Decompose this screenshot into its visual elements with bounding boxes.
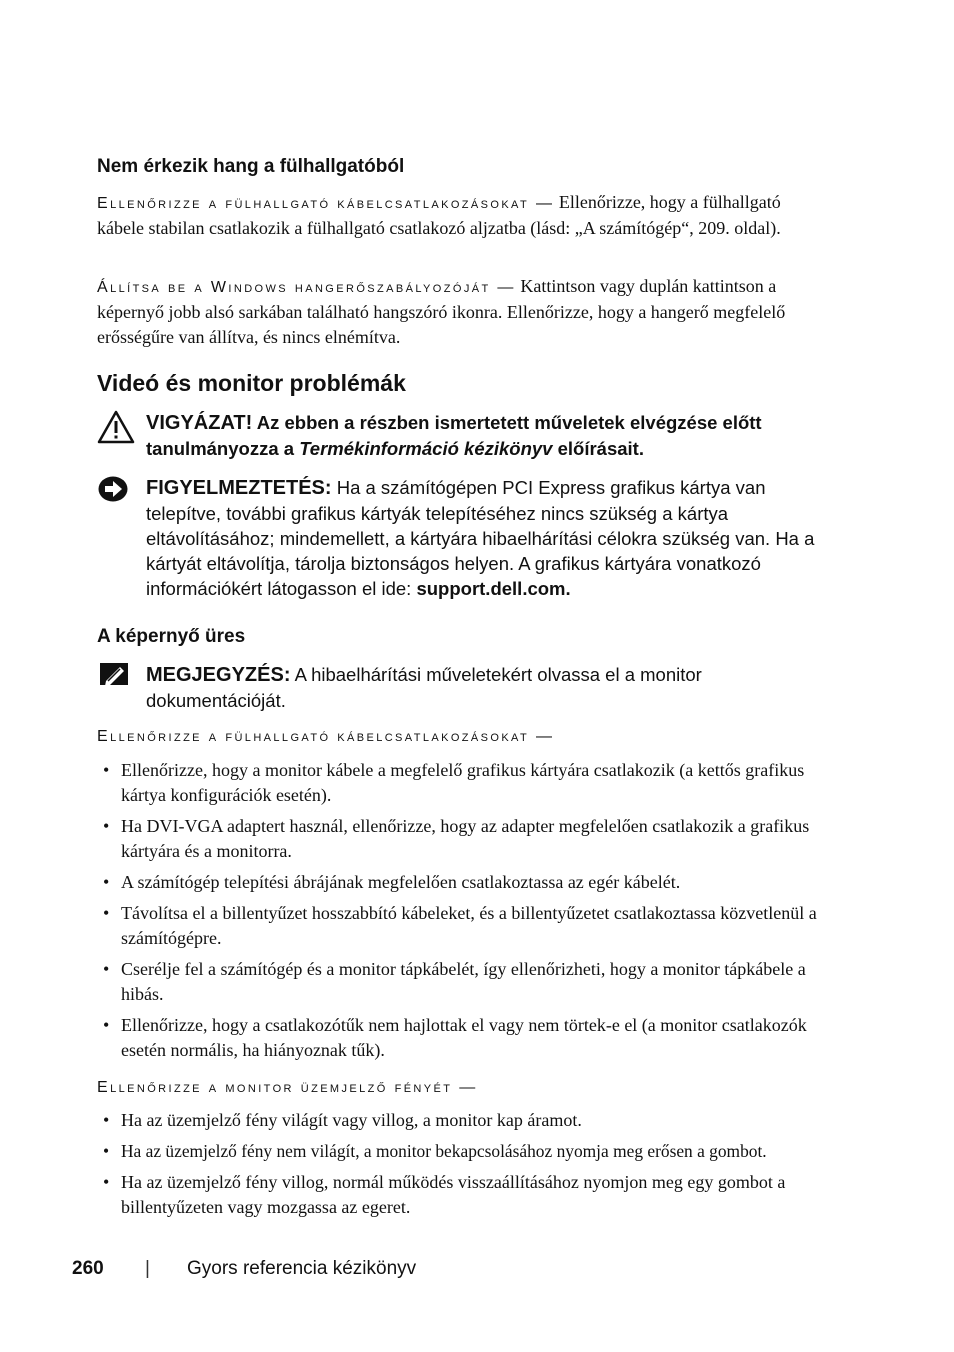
list-item: • Cserélje fel a számítógép és a monitor tápkábelét, így ellenőrizheti, hogy a monitor tápkábele a hibás.: [97, 957, 832, 1007]
attention-text: [146, 475, 832, 601]
list-item: • Ha DVI-VGA adaptert használ, ellenőrizze, hogy az adapter megfelelően csatlakozik a grafikus kártyára és a monitorra.: [97, 814, 832, 864]
note-body: A hibaelhárítási műveletekért olvassa el a monitor dokumentációját.: [146, 664, 702, 711]
page-number: 260: [72, 1258, 104, 1279]
arrow-circle-icon: [97, 475, 135, 509]
paragraph-lead: Állítsa be a Windows hangerőszabályozóját —: [97, 279, 516, 296]
list-item: • Ha az üzemjelző fény világít vagy villog, a monitor kap áramot.: [97, 1108, 832, 1133]
subheading-power-light: [97, 1074, 832, 1100]
section-heading-headphones: Nem érkezik hang a fülhallgatóból: [97, 156, 405, 177]
footer-separator: |: [145, 1258, 150, 1279]
bullet-list-cables: [97, 758, 832, 1063]
list-item: • A számítógép telepítési ábrájának megfelelően csatlakoztassa az egér kábelét.: [97, 870, 832, 895]
subheading-lead: Ellenőrizze a fülhallgató kábelcsatlakozásokat —: [97, 728, 555, 745]
list-item: • Ellenőrizze, hogy a monitor kábele a megfelelő grafikus kártyára csatlakozik (a kettős grafikus kártya konfigurációk esetén).: [97, 758, 832, 808]
list-item: • Ha az üzemjelző fény villog, normál működés visszaállításához nyomjon meg egy gombot a billentyűzeten vagy mozgassa az egeret.: [97, 1170, 832, 1220]
caution-body-end: előírásait.: [557, 438, 644, 459]
caution-body: Az ebben a részben ismertetett műveletek elvégzése előtt tanulmányozza a: [146, 412, 762, 459]
list-item: • Távolítsa el a billentyűzet hosszabbító kábeleket, és a billentyűzetet csatlakoztassa közvetlenül a számítógépre.: [97, 901, 832, 951]
list-item: • Ha az üzemjelző fény nem világít, a monitor bekapcsolásához nyomja meg erősen a gombot.: [97, 1139, 832, 1164]
caution-label: VIGYÁZAT!: [146, 412, 253, 434]
bullet-list-power-light: [97, 1108, 832, 1220]
paragraph-text: Kattintson vagy duplán kattintson a képernyő jobb alsó sarkában található hangszóró ikonra. Ellenőrizze, hogy a hangerő megfelelő erősségűre van állítva, és nincs elnémítva.: [97, 276, 786, 347]
subheading-check-cables: [97, 723, 832, 749]
pencil-note-icon: [97, 662, 135, 696]
caution-manual-title: Termékinformáció kézikönyv: [299, 438, 553, 459]
list-item: • Ellenőrizze, hogy a csatlakozótűk nem hajlottak el vagy nem törtek-e el (a monitor csatlakozók esetén normális, ha hiányoznak tűk).: [97, 1013, 832, 1063]
note-notice: [97, 662, 832, 713]
warning-triangle-icon: [97, 410, 135, 444]
attention-body: Ha a számítógépen PCI Express grafikus kártya van telepítve, további grafikus kártyák telepítéséhez nincs szükség a kártya eltávolításához; mindemellett, a kártyára hibaelhárítási célokra szükség van. Ha a kártyát eltávolítja, tárolja biztonságos helyen. A grafikus kártyára vonatkozó információkért látogasson el ide:: [146, 477, 815, 599]
paragraph-windows-volume: [97, 274, 832, 350]
attention-label: FIGYELMEZTETÉS:: [146, 477, 332, 499]
note-text: [146, 662, 832, 713]
paragraph-lead: Ellenőrizze a fülhallgató kábelcsatlakozásokat —: [97, 195, 555, 212]
subheading-lead: Ellenőrizze a monitor üzemjelző fényét —: [97, 1079, 478, 1096]
caution-notice: [97, 410, 832, 461]
support-link[interactable]: support.dell.com.: [416, 578, 571, 599]
paragraph-check-cables: [97, 190, 832, 241]
note-label: MEGJEGYZÉS:: [146, 664, 291, 686]
footer-title: Gyors referencia kézikönyv: [187, 1258, 417, 1279]
section-heading-blank-screen: A képernyő üres: [97, 626, 246, 647]
section-heading-video: Videó és monitor problémák: [97, 370, 406, 396]
caution-text: [146, 410, 832, 461]
attention-notice: [97, 475, 832, 601]
paragraph-text: Ellenőrizze, hogy a fülhallgató kábele stabilan csatlakozik a fülhallgató csatlakozó aljzatba (lásd: „A számítógép“, 209. oldal).: [97, 192, 781, 238]
